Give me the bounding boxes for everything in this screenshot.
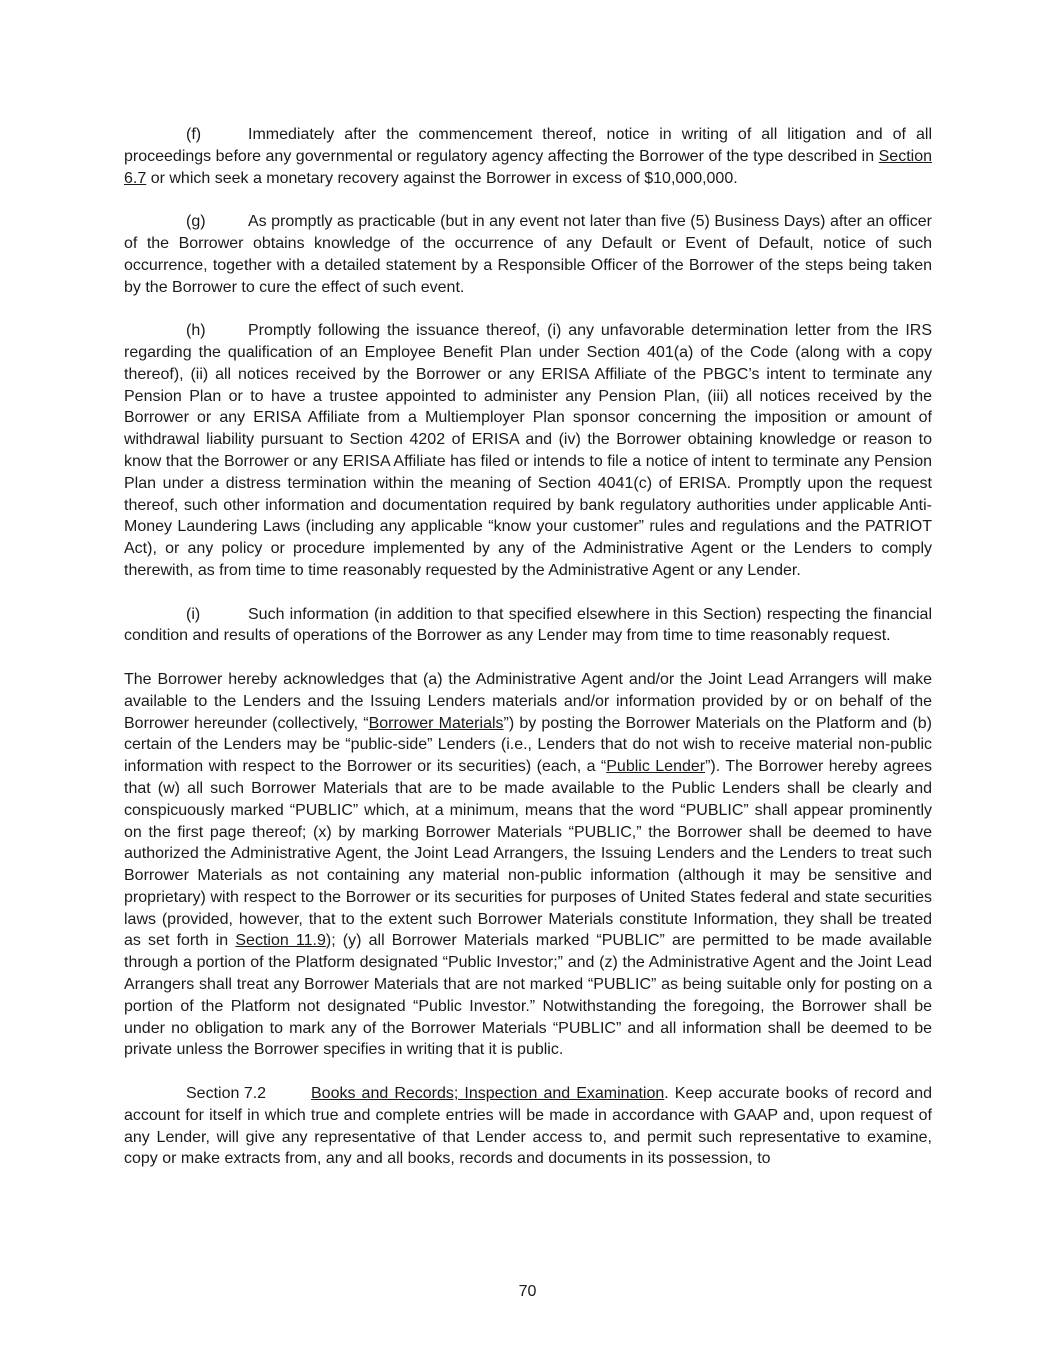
- paragraph-text: or which seek a monetary recovery against the Borrower in excess of $10,000,000.: [146, 169, 738, 187]
- paragraph-label: (g): [186, 213, 206, 231]
- paragraph-h: [124, 320, 932, 582]
- paragraph-label: (f): [186, 126, 202, 143]
- paragraph-label: (i): [186, 605, 201, 623]
- paragraph-text: The Borrower hereby acknowledges that (a) the Administrative Agent and/or the Joint Lead Arrangers will make available to the Lenders and the Issuing Lenders materials and/or information provided by or on behalf of the Borrower hereunder (collectively, “: [124, 670, 932, 732]
- paragraph-text: Immediately after the commencement thereof, notice in writing of all litigation and of all proceedings before any governmental or regulatory agency affecting the Borrower of the type described in: [124, 126, 932, 165]
- paragraph-text: . Keep accurate books of record and account for itself in which true and complete entries will be made in accordance with GAAP and, upon request of any Lender, will give any representative of that Lender access to, and permit such representative to examine, copy or make extracts from, any and all books, records and documents in its possession, to: [124, 1085, 933, 1168]
- section-7-2: [124, 1083, 932, 1170]
- defined-term-borrower-materials: Borrower Materials: [368, 714, 504, 732]
- paragraph-text: Promptly following the issuance thereof, (i) any unfavorable determination letter from the IRS regarding the qualification of an Employee Benefit Plan under Section 401(a) of the Code (along with a copy thereof), (ii) all notices received by the Borrower or any ERISA Affiliate of the PBGC’s intent to terminate any Pension Plan or to have a trustee appointed to administer any Pension Plan, (iii) all notices received by the Borrower or any ERISA Affiliate from a Multiemployer Plan sponsor concerning the imposition or amount of withdrawal liability pursuant to Section 4202 of ERISA and (iv) the Borrower obtaining knowledge or reason to know that the Borrower or any ERISA Affiliate has filed or intends to file a notice of intent to terminate any Pension Plan under a distress termination within the meaning of Section 4041(c) of ERISA. Promptly upon the request thereof, such other information and documentation required by bank regulatory authorities under applicable Anti-Money Laundering Laws (including any applicable “know your customer” rules and regulations and the PATRIOT Act), or any policy or procedure implemented by any of the Administrative Agent or the Lenders to comply therewith, as from time to time reasonably requested by the Administrative Agent or any Lender.: [124, 322, 932, 579]
- paragraph-f: [124, 124, 932, 189]
- paragraph-platform: [124, 669, 932, 1061]
- defined-term-public-lender: Public Lender: [606, 758, 706, 776]
- paragraph-text: ”). The Borrower hereby agrees that (w) all such Borrower Materials that are to be made available to the Public Lenders shall be clearly and conspicuously marked “PUBLIC” which, at a minimum, means that the word “PUBLIC” shall appear prominently on the first page thereof; (x) by marking Borrower Materials “PUBLIC,” the Borrower shall be deemed to have authorized the Administrative Agent, the Joint Lead Arrangers, the Issuing Lenders and the Lenders to treat such Borrower Materials as not containing any material non-public information (although it may be sensitive and proprietary) with respect to the Borrower or its securities for purposes of United States federal and state securities laws (provided, however, that to the extent such Borrower Materials constitute Information, they shall be treated as set forth in: [124, 758, 932, 950]
- paragraph-text: As promptly as practicable (but in any event not later than five (5) Business Days) after an officer of the Borrower obtains knowledge of the occurrence of any Default or Event of Default, notice of such occurrence, together with a detailed statement by a Responsible Officer of the Borrower of the steps being taken by the Borrower to cure the effect of such event.: [124, 213, 932, 296]
- paragraph-label: (h): [186, 322, 206, 340]
- paragraph-g: [124, 211, 932, 298]
- section-reference-link[interactable]: Section 6.7: [124, 147, 932, 187]
- document-page: [124, 124, 932, 1192]
- page-number: 70: [518, 1283, 537, 1300]
- paragraph-text: ”) by posting the Borrower Materials on the Platform and (b) certain of the Lenders may be “public-side” Lenders (i.e., Lenders that do not wish to receive material non-public information with respect to the Borrower or its securities) (each, a “: [124, 714, 933, 776]
- paragraph-text: Such information (in addition to that specified elsewhere in this Section) respecting the financial condition and results of operations of the Borrower as any Lender may from time to time reasonably request.: [124, 605, 932, 645]
- paragraph-text: ); (y) all Borrower Materials marked “PUBLIC” are permitted to be made available through a portion of the Platform designated “Public Investor;” and (z) the Administrative Agent and the Joint Lead Arrangers shall treat any Borrower Materials that are not marked “PUBLIC” as being suitable only for posting on a portion of the Platform not designated “Public Investor.” Notwithstanding the foregoing, the Borrower shall be under no obligation to mark any of the Borrower Materials “PUBLIC” and all information shall be deemed to be private unless the Borrower specifies in writing that it is public.: [124, 932, 933, 1059]
- section-heading: Books and Records; Inspection and Examination: [311, 1085, 665, 1103]
- paragraph-i: [124, 604, 932, 648]
- section-reference-link[interactable]: Section 11.9: [235, 932, 326, 950]
- section-label: Section 7.2: [186, 1085, 267, 1103]
